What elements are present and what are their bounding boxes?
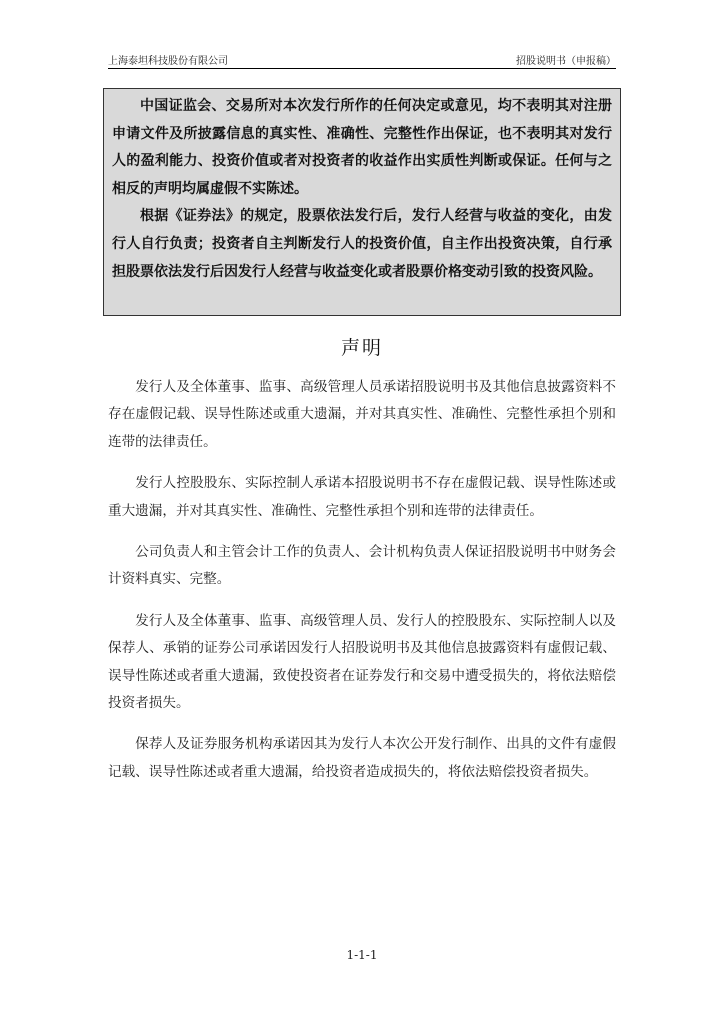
declaration-body: [108, 374, 616, 800]
notice-paragraph: 根据《证券法》的规定，股票依法发行后，发行人经营与收益的变化，由发行人自行负责；投资者自主判断发行人的投资价值，自主作出投资决策，自行承担股票依法发行后因发行人经营与收益变化或者股票价格变动引致的投资风险。: [112, 208, 612, 280]
notice-paragraph: 中国证监会、交易所对本次发行所作的任何决定或意见，均不表明其对注册申请文件及所披露信息的真实性、准确性、完整性作出保证，也不表明其对发行人的盈利能力、投资价值或者对投资者的收益作出实质性判断或保证。任何与之相反的声明均属虚假不实陈述。: [112, 98, 612, 197]
declaration-paragraph: 发行人及全体董事、监事、高级管理人员、发行人的控股股东、实际控制人以及保荐人、承销的证券公司承诺因发行人招股说明书及其他信息披露资料有虚假记载、误导性陈述或者重大遗漏，致使投资者在证券发行和交易中遭受损失的，将依法赔偿投资者损失。: [108, 612, 616, 712]
header-company-name: 上海泰坦科技股份有限公司: [108, 56, 228, 67]
declaration-paragraph: 发行人控股股东、实际控制人承诺本招股说明书不存在虚假记载、误导性陈述或重大遗漏，并对其真实性、准确性、完整性承担个别和连带的法律责任。: [108, 475, 616, 519]
declaration-paragraph: 保荐人及证券服务机构承诺因其为发行人本次公开发行制作、出具的文件有虚假记载、误导性陈述或者重大遗漏，给投资者造成损失的，将依法赔偿投资者损失。: [108, 736, 616, 780]
header-document-type: 招股说明书（申报稿）: [516, 56, 616, 67]
declaration-paragraph: 公司负责人和主管会计工作的负责人、会计机构负责人保证招股说明书中财务会计资料真实、完整。: [108, 544, 616, 588]
regulatory-notice-box: [103, 88, 621, 316]
section-title: 声明: [340, 337, 383, 359]
declaration-paragraph: 发行人及全体董事、监事、高级管理人员承诺招股说明书及其他信息披露资料不存在虚假记载、误导性陈述或重大遗漏，并对其真实性、准确性、完整性承担个别和连带的法律责任。: [108, 379, 616, 450]
page-header: [108, 50, 616, 69]
page-number: 1-1-1: [346, 948, 378, 962]
